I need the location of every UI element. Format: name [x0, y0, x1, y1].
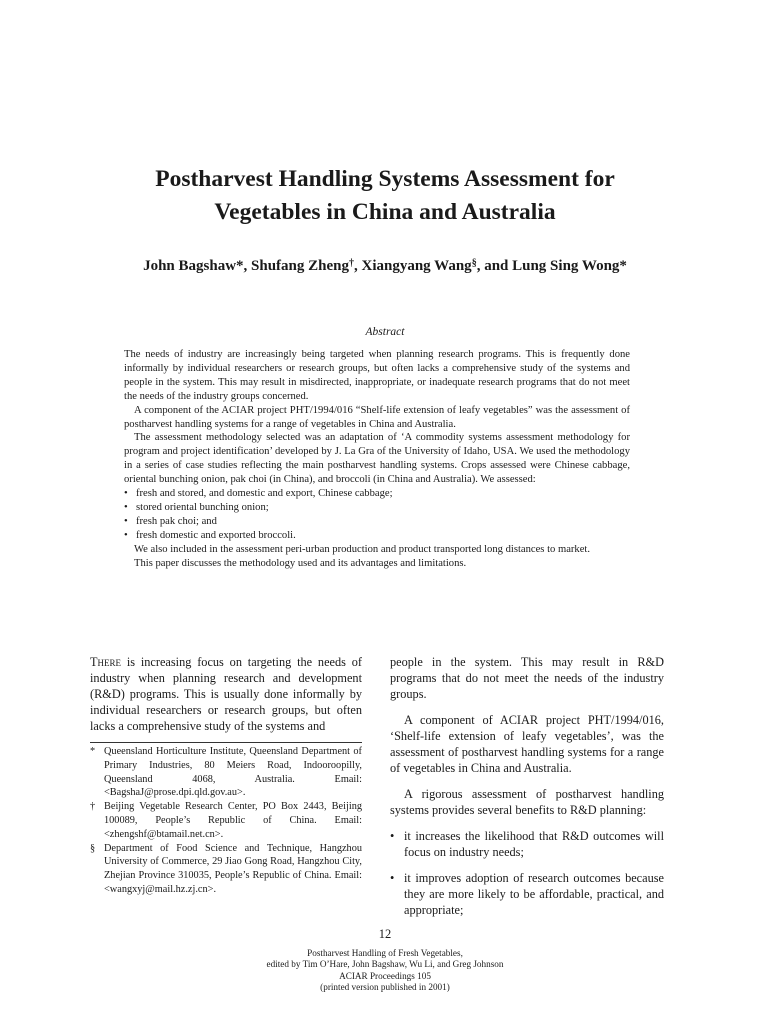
benefits-list: [390, 828, 664, 918]
abstract-paragraph-2: A component of the ACIAR project PHT/1994/016 “Shelf-life extension of leafy vegetables” was the assessment of postharvest handling systems for a range of vegetables in China and Australia.: [124, 404, 630, 430]
title-line-1: Postharvest Handling Systems Assessment for: [155, 166, 615, 192]
abstract-heading: Abstract: [365, 326, 405, 338]
author-wang-mark: §: [471, 258, 477, 269]
bullet-icon: •: [390, 871, 395, 885]
author-list: [40, 256, 730, 276]
footnote-text: Beijing Vegetable Research Center, PO Box 2443, Beijing 100089, People’s Republic of China. Email: <zhengshf@btamail.net.cn>.: [104, 801, 362, 840]
bullet-icon: •: [390, 829, 395, 843]
body-paragraph-1: people in the system. This may result in R&D programs that do not meet the needs of the industry groups.: [390, 655, 664, 701]
abstract-paragraph-4: We also included in the assessment peri-urban production and product transported long distances to market.: [134, 543, 591, 555]
footnote-affiliation-3: [90, 842, 362, 897]
footnote-mark: *: [90, 746, 96, 757]
footnote-mark: §: [90, 842, 96, 854]
abstract-body: [124, 348, 630, 571]
benefit-item: [390, 870, 664, 918]
footnote-affiliation-2: [90, 800, 362, 841]
abstract-bullet-list: [124, 487, 630, 543]
abstract-paragraph-3: The assessment methodology selected was an adaptation of ‘A commodity systems assessment methodology for program and project identification’ developed by J. La Gra of the University of Idaho, USA. We used the methodology in a series of case studies reflecting the main postharvest handling systems. Crops assessed were Chinese cabbage, oriental bunching onion, pak choi (in China), and broccoli (in China and Australia). We assessed:: [124, 432, 630, 486]
abstract-list-item: [124, 501, 630, 515]
benefit-item-text: it improves adoption of research outcomes because they are more likely to be affordable, practical, and appropriate;: [404, 871, 664, 917]
footer-line-2: edited by Tim O’Hare, John Bagshaw, Wu Li, and Greg Johnson: [266, 959, 504, 970]
title-line-2: Vegetables in China and Australia: [214, 199, 556, 225]
author-wong: , and Lung Sing Wong*: [476, 258, 627, 274]
page-number: 12: [378, 927, 392, 941]
author-zheng-mark: †: [349, 258, 354, 269]
abstract-list-item: [124, 515, 630, 529]
abstract-paragraph-5: This paper discusses the methodology used and its advantages and limitations.: [134, 557, 467, 569]
abstract-list-item: [124, 487, 630, 501]
body-paragraph-3: A rigorous assessment of postharvest handling systems provides several benefits to R&D planning:: [390, 787, 664, 817]
left-column: [90, 654, 362, 734]
footnote-text: Queensland Horticulture Institute, Queensland Department of Primary Industries, 80 Meiers Road, Indooroopilly, Queensland 4068, Australia. Email: <BagshaJ@prose.dpi.qld.gov.au>.: [104, 746, 362, 799]
bullet-icon: •: [124, 488, 128, 500]
author-zheng: Shufang Zheng: [251, 258, 349, 274]
footnote-text: Department of Food Science and Technique, Hangzhou University of Commerce, 29 Jiao Gong Road, Hangzhou City, Zhejian Province 310035, People’s Republic of China. Email: <wangxyj@mail.hz.zj.cn>.: [104, 842, 362, 895]
right-column: [390, 654, 664, 928]
benefit-item-text: it increases the likelihood that R&D outcomes will focus on industry needs;: [404, 829, 664, 859]
abstract-list-item-text: stored oriental bunching onion;: [136, 501, 269, 513]
author-bagshaw: John Bagshaw*,: [143, 258, 252, 274]
footnote-affiliation-1: [90, 745, 362, 800]
footnotes: [90, 745, 362, 897]
bullet-icon: •: [124, 515, 128, 527]
footer-line-3: ACIAR Proceedings 105: [339, 970, 431, 981]
publication-footer: [0, 948, 770, 994]
author-wang: , Xiangyang Wang: [354, 258, 472, 274]
footer-line-1: Postharvest Handling of Fresh Vegetables,: [307, 948, 463, 958]
bullet-icon: •: [124, 501, 128, 513]
footnote-mark: †: [90, 801, 96, 813]
abstract-list-item-text: fresh domestic and exported broccoli.: [136, 529, 296, 541]
abstract-list-item-text: fresh and stored, and domestic and export, Chinese cabbage;: [136, 488, 393, 500]
footnote-divider: [90, 742, 362, 743]
benefit-item: [390, 828, 664, 860]
abstract-list-item-text: fresh pak choi; and: [136, 515, 217, 527]
abstract-paragraph-1: The needs of industry are increasingly being targeted when planning research programs. This is frequently done informally by individual researchers or research groups, but often lacks a comprehensive study of the systems and people in the system. This may result in misdirected, inappropriate, or inadequate research programs that do not meet the needs of the industry groups concerned.: [124, 349, 630, 402]
bullet-icon: •: [124, 529, 128, 541]
intro-text: is increasing focus on targeting the needs of industry when planning research and development (R&D) programs. This is usually done informally by individual researchers or research groups, but often lacks a comprehensive study of the systems and: [90, 655, 362, 733]
paper-title: [60, 163, 710, 229]
intro-paragraph: [90, 654, 362, 734]
abstract-list-item: [124, 529, 630, 543]
footer-line-4: (printed version published in 2001): [320, 982, 450, 993]
intro-first-word: There: [90, 655, 122, 669]
body-paragraph-2: A component of ACIAR project PHT/1994/016, ‘Shelf-life extension of leafy vegetables’, was the assessment of postharvest handling systems for a range of vegetables in China and Australia.: [390, 713, 664, 775]
